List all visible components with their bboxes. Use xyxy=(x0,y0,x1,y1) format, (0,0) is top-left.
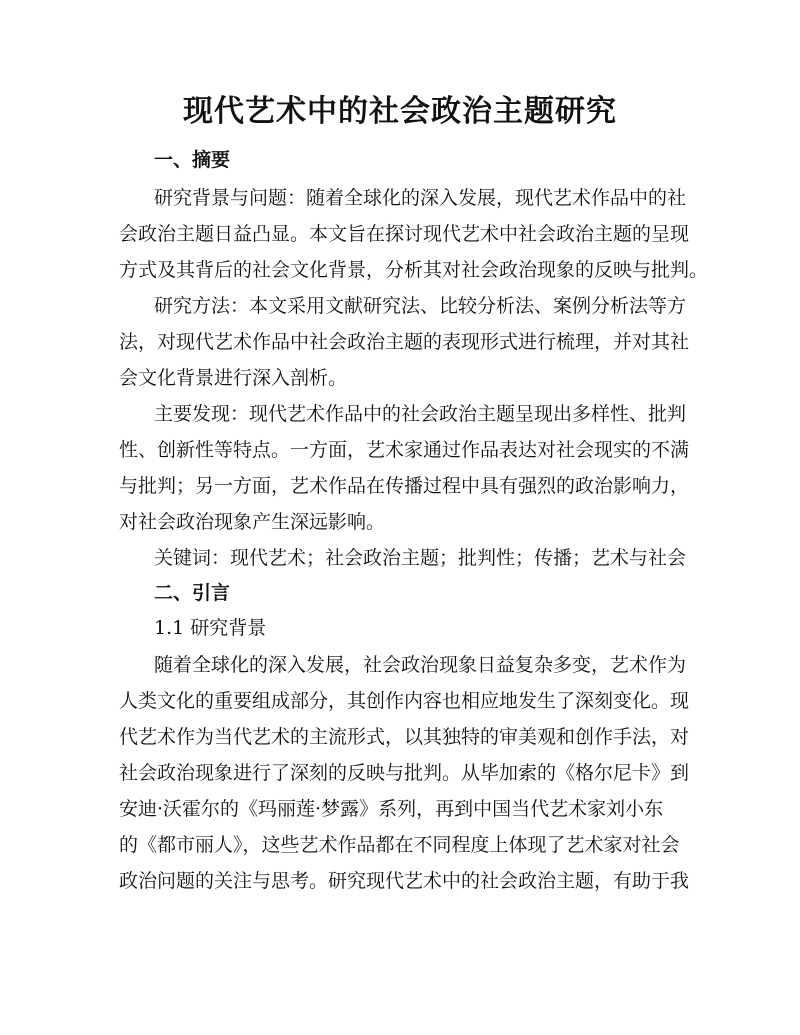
paragraph-line: 对社会政治现象产生深远影响。 xyxy=(119,511,386,533)
section-heading-abstract: 一、摘要 xyxy=(154,149,231,171)
paragraph-line: 方式及其背后的社会文化背景，分析其对社会政治现象的反映与批判。 xyxy=(119,259,709,281)
paragraph-line: 政治问题的关注与思考。研究现代艺术中的社会政治主题，有助于我 xyxy=(119,870,690,892)
paragraph-line: 的《都市丽人》，这些艺术作品都在不同程度上体现了艺术家对社会 xyxy=(119,834,680,856)
document-title: 现代艺术中的社会政治主题研究 xyxy=(183,94,617,129)
paragraph-line: 代艺术作为当代艺术的主流形式，以其独特的审美观和创作手法，对 xyxy=(119,726,690,748)
subsection-heading-1-1: 1.1 研究背景 xyxy=(154,617,267,639)
section-heading-introduction: 二、引言 xyxy=(154,582,231,604)
paragraph-line: 主要发现：现代艺术作品中的社会政治主题呈现出多样性、批判 xyxy=(154,403,687,425)
paragraph-line: 社会政治现象进行了深刻的反映与批判。从毕加索的《格尔尼卡》到 xyxy=(119,762,690,784)
paragraph-line: 法，对现代艺术作品中社会政治主题的表现形式进行梳理，并对其社 xyxy=(119,331,690,353)
paragraph-line: 与批判；另一方面，艺术作品在传播过程中具有强烈的政治影响力， xyxy=(119,475,690,497)
paragraph-line: 随着全球化的深入发展，社会政治现象日益复杂多变，艺术作为 xyxy=(154,654,687,676)
paragraph-line: 人类文化的重要组成部分，其创作内容也相应地发生了深刻变化。现 xyxy=(119,690,690,712)
keywords-line: 关键词：现代艺术；社会政治主题；批判性；传播；艺术与社会 xyxy=(154,547,687,569)
paragraph-line: 研究背景与问题：随着全球化的深入发展，现代艺术作品中的社 xyxy=(154,187,687,209)
paragraph-line: 研究方法：本文采用文献研究法、比较分析法、案例分析法等方 xyxy=(154,295,687,317)
paragraph-line: 性、创新性等特点。一方面，艺术家通过作品表达对社会现实的不满 xyxy=(119,439,690,461)
paragraph-line: 会政治主题日益凸显。本文旨在探讨现代艺术中社会政治主题的呈现 xyxy=(119,223,690,245)
paragraph-line: 会文化背景进行深入剖析。 xyxy=(119,367,348,389)
paragraph-line: 安迪·沃霍尔的《玛丽莲·梦露》系列，再到中国当代艺术家刘小东 xyxy=(119,798,664,820)
